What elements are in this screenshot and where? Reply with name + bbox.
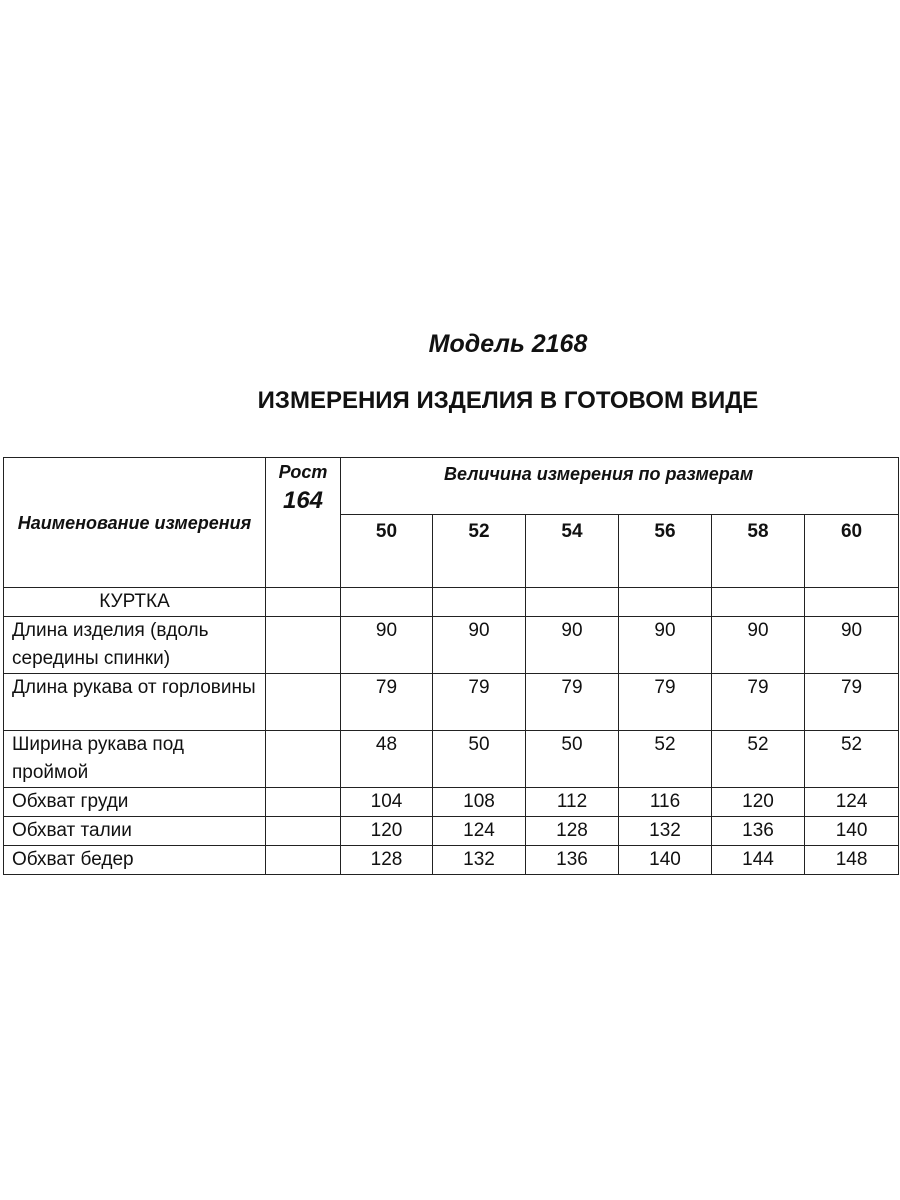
measurement-value: 124 (805, 788, 899, 817)
height-label: Рост (278, 462, 328, 482)
empty-cell (341, 588, 433, 617)
measurement-value: 132 (433, 846, 526, 875)
size-header: 60 (805, 515, 899, 588)
size-group-header: Величина измерения по размерам (341, 458, 899, 515)
height-cell (266, 817, 341, 846)
measurement-value: 140 (805, 817, 899, 846)
measurement-label: Ширина рукава под проймой (4, 731, 266, 788)
height-value: 164 (282, 487, 324, 514)
measurement-value: 104 (341, 788, 433, 817)
measurement-value: 79 (619, 674, 712, 731)
measurement-value: 128 (341, 846, 433, 875)
measurement-value: 79 (341, 674, 433, 731)
measurement-label: Обхват бедер (4, 846, 266, 875)
measurement-value: 132 (619, 817, 712, 846)
measurement-value: 52 (619, 731, 712, 788)
measurement-value: 116 (619, 788, 712, 817)
measurement-name-header: Наименование измерения (4, 458, 266, 588)
size-header: 54 (526, 515, 619, 588)
measurement-value: 144 (712, 846, 805, 875)
measurement-value: 50 (433, 731, 526, 788)
size-header: 58 (712, 515, 805, 588)
measurement-value: 90 (805, 617, 899, 674)
measurement-value: 124 (433, 817, 526, 846)
measurement-value: 140 (619, 846, 712, 875)
measurement-value: 108 (433, 788, 526, 817)
empty-cell (805, 588, 899, 617)
table-row (4, 788, 899, 817)
measurement-value: 52 (712, 731, 805, 788)
height-cell (266, 674, 341, 731)
height-cell (266, 731, 341, 788)
measurement-value: 79 (712, 674, 805, 731)
measurement-value: 52 (805, 731, 899, 788)
measurement-value: 136 (526, 846, 619, 875)
measurement-value: 90 (433, 617, 526, 674)
measurement-value: 79 (805, 674, 899, 731)
height-cell (266, 788, 341, 817)
measurement-value: 79 (526, 674, 619, 731)
measurement-value: 50 (526, 731, 619, 788)
measurement-value: 79 (433, 674, 526, 731)
table-row (4, 817, 899, 846)
measurement-value: 128 (526, 817, 619, 846)
section-row (4, 588, 899, 617)
measurement-label: Длина изделия (вдоль середины спинки) (4, 617, 266, 674)
height-cell (266, 617, 341, 674)
measurement-value: 120 (341, 817, 433, 846)
table-body (4, 617, 899, 875)
size-header: 52 (433, 515, 526, 588)
empty-cell (712, 588, 805, 617)
table-row (4, 617, 899, 674)
measurement-value: 90 (341, 617, 433, 674)
empty-cell (433, 588, 526, 617)
model-title: Модель 2168 (428, 330, 588, 358)
table-row (4, 731, 899, 788)
measurement-value: 148 (805, 846, 899, 875)
measurement-label: Обхват талии (4, 817, 266, 846)
measurement-value: 136 (712, 817, 805, 846)
height-cell (266, 846, 341, 875)
measurement-value: 90 (526, 617, 619, 674)
empty-cell (619, 588, 712, 617)
table-row (4, 846, 899, 875)
measurement-value: 90 (712, 617, 805, 674)
measurements-table (3, 457, 899, 875)
size-header: 56 (619, 515, 712, 588)
measurement-value: 48 (341, 731, 433, 788)
measurement-value: 112 (526, 788, 619, 817)
empty-cell (266, 588, 341, 617)
table-row (4, 674, 899, 731)
header-row (4, 458, 899, 515)
size-header: 50 (341, 515, 433, 588)
height-header (266, 458, 341, 588)
measurement-value: 120 (712, 788, 805, 817)
measurement-value: 90 (619, 617, 712, 674)
empty-cell (526, 588, 619, 617)
section-label: КУРТКА (4, 588, 266, 617)
measurement-label: Обхват груди (4, 788, 266, 817)
document-title: ИЗМЕРЕНИЯ ИЗДЕЛИЯ В ГОТОВОМ ВИДЕ (257, 387, 759, 414)
measurement-label: Длина рукава от горловины (4, 674, 266, 731)
